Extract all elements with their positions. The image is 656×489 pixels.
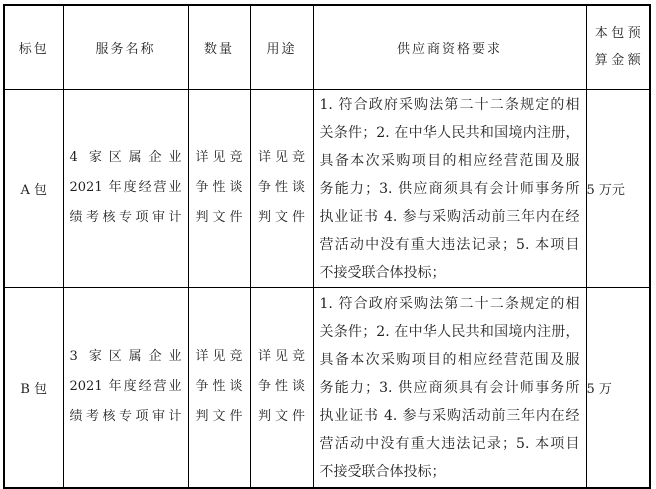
- cell-purpose-b: [250, 287, 313, 488]
- header-purpose: 用途: [250, 5, 313, 89]
- quantity-text-b: 详见竞 争性谈 判文件: [195, 349, 243, 425]
- cell-budget-a: 5 万元: [586, 89, 650, 287]
- cell-quantity-b: [188, 287, 250, 488]
- procurement-packages-table: [3, 4, 651, 489]
- cell-package-a: A 包: [4, 89, 63, 287]
- table-header-row: [4, 5, 650, 89]
- quantity-text-a: 详见竞 争性谈 判文件: [195, 150, 243, 225]
- qualifications-text-b: 1. 符合政府采购法第二十二条规定的相 关条件；2. 在中华人民共和国境内注册， 具备本次采购项目的相应经营范围及服 务能力；3. 供应商须具有会计师事务所 执业证书 4. 参与采购活动前三年内在经 营活动中没有重大违法记录；5. 本项目 不接受联合体投标；: [319, 295, 580, 480]
- cell-service-name-b: [63, 287, 188, 488]
- service-name-text-b: 3 家区属企业 2021 年度经营业 绩考核专项审计: [69, 349, 182, 425]
- header-budget-text: 本包预 算金额: [594, 26, 641, 69]
- table-row-package-b: [4, 287, 650, 488]
- cell-quantity-a: [188, 89, 250, 287]
- cell-purpose-a: [250, 89, 313, 287]
- cell-service-name-a: [63, 89, 188, 287]
- header-quantity: 数量: [188, 5, 250, 89]
- purpose-text-a: 详见竞 争性谈 判文件: [258, 150, 305, 225]
- cell-qualifications-a: [313, 89, 586, 287]
- table-row-package-a: [4, 89, 650, 287]
- header-service-name: 服务名称: [63, 5, 188, 89]
- service-name-text-a: 4 家区属企业 2021 年度经营业 绩考核专项审计: [69, 150, 182, 225]
- qualifications-text-a: 1. 符合政府采购法第二十二条规定的相 关条件；2. 在中华人民共和国境内注册， 具备本次采购项目的相应经营范围及服 务能力；3. 供应商须具有会计师事务所 执业证书 4. 参与采购活动前三年内在经 营活动中没有重大违法记录；5. 本项目 不接受联合体投标；: [319, 96, 580, 281]
- header-qualifications: 供应商资格要求: [313, 5, 586, 89]
- header-package: 标包: [4, 5, 63, 89]
- cell-package-b: B 包: [4, 287, 63, 488]
- cell-budget-b: 5 万: [586, 287, 650, 488]
- purpose-text-b: 详见竞 争性谈 判文件: [258, 349, 305, 425]
- cell-qualifications-b: [313, 287, 586, 488]
- header-budget: [586, 5, 650, 89]
